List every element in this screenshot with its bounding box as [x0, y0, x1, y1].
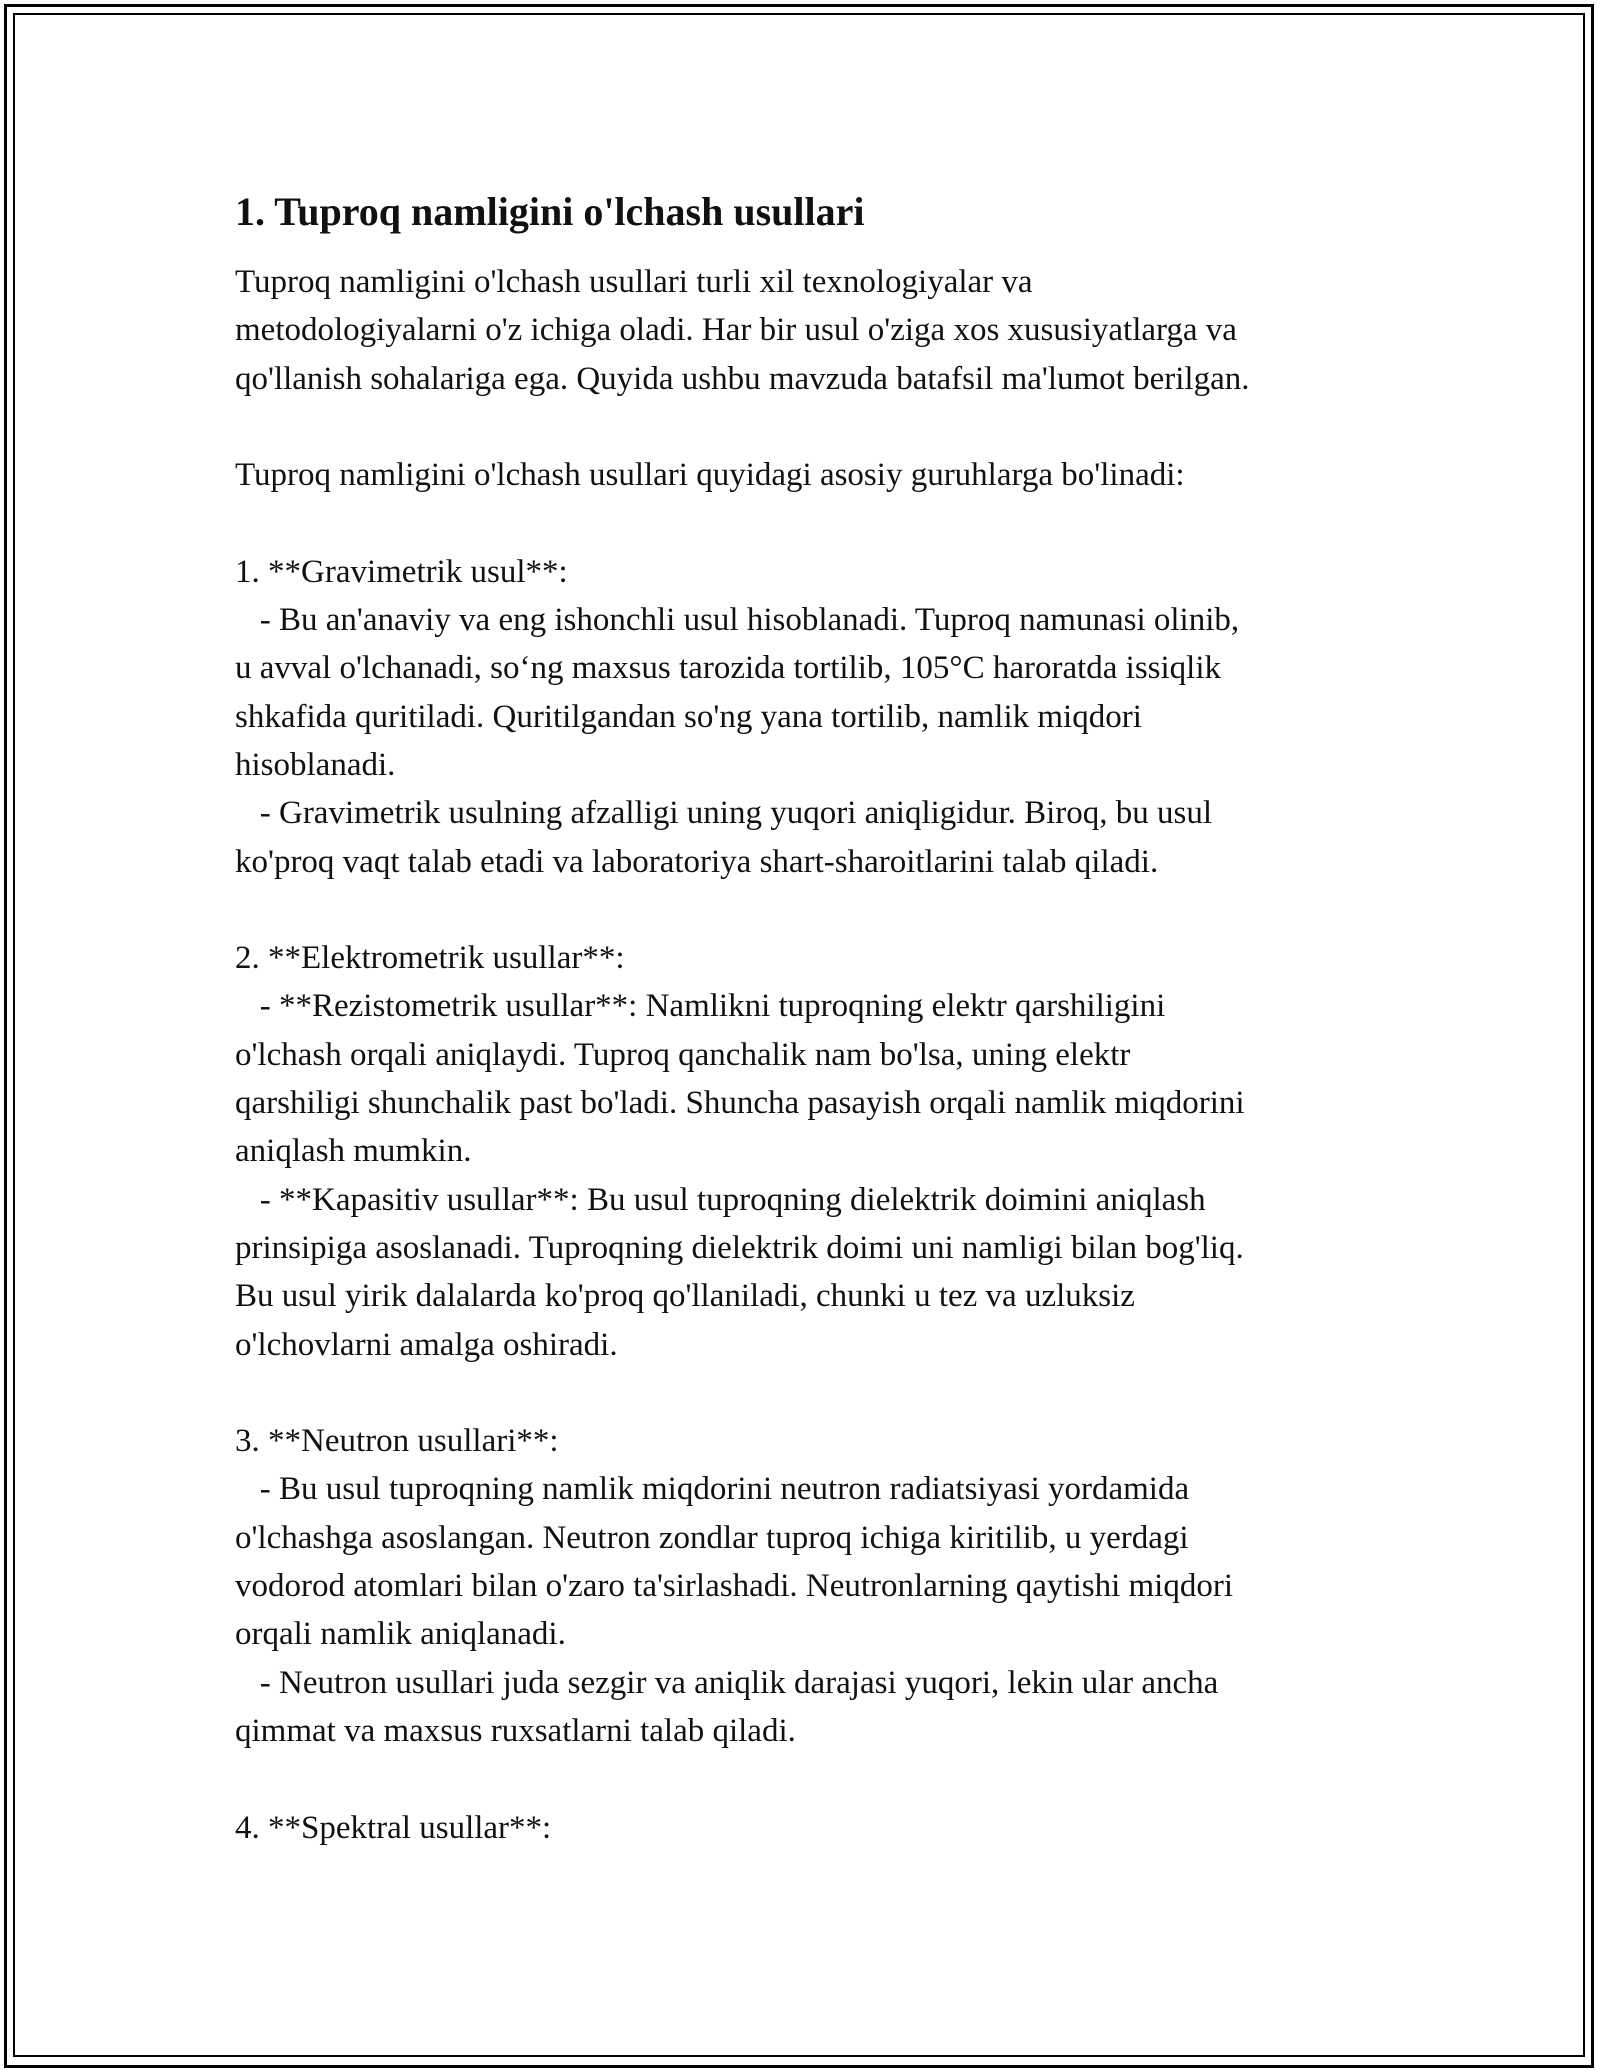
page-title: 1. Tuproq namligini o'lchash usullari — [235, 189, 865, 234]
document-page — [235, 184, 1375, 1852]
body-text: Tuproq namligini o'lchash usullari turli xil texnologiyalar va metodologiyalarni o'z ichiga oladi. Har bir usul o'ziga xos xususiyatlarga va qo'llanish sohalariga ega. Quyida ushbu mavzuda batafsil ma'lumot berilgan. Tuproq namligini o'lchash usullari quyidagi asosiy guruhlarga bo'linadi: 1. **Gravimetrik usul**: - Bu an'anaviy va eng ishonchli usul hisoblanadi. Tuproq namunasi olinib, u avval o'lchanadi, so‘ng maxsus tarozida tortilib, 105°C haroratda issiqlik shkafida quritiladi. Quritilgandan so'ng yana tortilib, namlik miqdori hisoblanadi. - Gravimetrik usulning afzalligi uning yuqori aniqligidur. Biroq, bu usul ko'proq vaqt talab etadi va laboratoriya shart-sharoitlarini talab qiladi. 2. **Elektrometrik usullar**: - **Rezistometrik usullar**: Namlikni tuproqning elektr qarshiligini o'lchash orqali aniqlaydi. Tuproq qanchalik nam bo'lsa, uning elektr qarshiligi shunchalik past bo'ladi. Shuncha pasayish orqali namlik miqdorini aniqlash mumkin. - **Kapasitiv usullar**: Bu usul tuproqning dielektrik doimini aniqlash prinsipiga asoslanadi. Tuproqning dielektrik doimi uni namligi bilan bog'liq. Bu usul yirik dalalarda ko'proq qo'llaniladi, chunki u tez va uzluksiz o'lchovlarni amalga oshiradi. 3. **Neutron usullari**: - Bu usul tuproqning namlik miqdorini neutron radiatsiyasi yordamida o'lchashga asoslangan. Neutron zondlar tuproq ichiga kiritilib, u yerdagi vodorod atomlari bilan o'zaro ta'sirlashadi. Neutronlarning qaytishi miqdori orqali namlik aniqlanadi. - Neutron usullari juda sezgir va aniqlik darajasi yuqori, lekin ular ancha qimmat va maxsus ruxsatlarni talab qiladi. 4. **Spektral usullar**: — [235, 264, 1250, 1846]
